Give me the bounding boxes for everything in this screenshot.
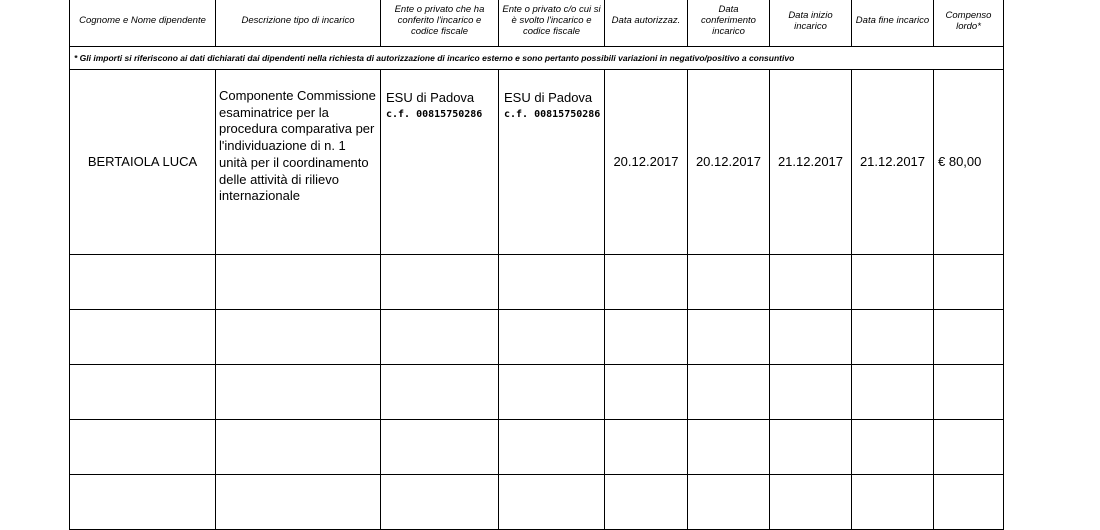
empty-cell	[499, 365, 605, 420]
empty-cell	[934, 310, 1004, 365]
empty-cell	[381, 420, 499, 475]
empty-cell	[934, 255, 1004, 310]
empty-cell	[381, 255, 499, 310]
empty-row	[70, 255, 1004, 310]
empty-cell	[605, 255, 688, 310]
empty-cell	[770, 310, 852, 365]
footnote: * Gli importi si riferiscono ai dati dichiarati dai dipendenti nella richiesta di autorizzazione di incarico esterno e sono pertanto possibili variazioni in negativo/positivo a consuntivo	[70, 47, 1004, 70]
ente-conferente-name: ESU di Padova	[386, 90, 475, 105]
empty-cell	[852, 310, 934, 365]
empty-cell	[499, 475, 605, 530]
empty-cell	[605, 420, 688, 475]
empty-cell	[770, 365, 852, 420]
empty-cell	[70, 365, 216, 420]
cell-compenso: € 80,00	[934, 70, 1004, 255]
empty-cell	[70, 420, 216, 475]
empty-cell	[934, 420, 1004, 475]
incarichi-table	[69, 0, 1004, 530]
empty-cell	[605, 475, 688, 530]
empty-cell	[499, 310, 605, 365]
header-ente-svolgimento: Ente o privato c/o cui si è svolto l'incarico e codice fiscale	[499, 0, 605, 47]
cell-ente-conferente	[381, 70, 499, 255]
empty-cell	[216, 475, 381, 530]
empty-cell	[852, 255, 934, 310]
cell-ente-svolgimento	[499, 70, 605, 255]
header-descrizione: Descrizione tipo di incarico	[216, 0, 381, 47]
empty-row	[70, 475, 1004, 530]
empty-cell	[70, 310, 216, 365]
cell-name: BERTAIOLA LUCA	[70, 70, 216, 255]
empty-cell	[216, 255, 381, 310]
cell-data-conferimento: 20.12.2017	[688, 70, 770, 255]
empty-cell	[216, 420, 381, 475]
ente-svolgimento-cf: c.f. 00815750286	[504, 109, 601, 120]
empty-cell	[852, 475, 934, 530]
header-row	[70, 0, 1004, 47]
empty-cell	[381, 475, 499, 530]
header-data-fine: Data fine incarico	[852, 0, 934, 47]
empty-cell	[852, 420, 934, 475]
empty-row	[70, 420, 1004, 475]
empty-cell	[688, 475, 770, 530]
empty-cell	[934, 475, 1004, 530]
header-data-inizio: Data inizio incarico	[770, 0, 852, 47]
empty-cell	[688, 310, 770, 365]
empty-cell	[499, 255, 605, 310]
cell-data-fine: 21.12.2017	[852, 70, 934, 255]
ente-svolgimento-name: ESU di Padova	[504, 90, 593, 105]
empty-cell	[770, 420, 852, 475]
empty-cell	[934, 365, 1004, 420]
empty-cell	[852, 365, 934, 420]
empty-cell	[216, 310, 381, 365]
empty-cell	[688, 255, 770, 310]
empty-cell	[688, 420, 770, 475]
empty-cell	[605, 310, 688, 365]
empty-cell	[70, 255, 216, 310]
empty-cell	[770, 475, 852, 530]
cell-data-inizio: 21.12.2017	[770, 70, 852, 255]
table-row	[70, 70, 1004, 255]
empty-cell	[605, 365, 688, 420]
empty-row	[70, 310, 1004, 365]
empty-cell	[381, 310, 499, 365]
empty-cell	[70, 475, 216, 530]
empty-cell	[688, 365, 770, 420]
ente-conferente-cf: c.f. 00815750286	[386, 109, 483, 120]
empty-cell	[770, 255, 852, 310]
header-data-conferimento: Data conferimento incarico	[688, 0, 770, 47]
header-ente-conferente: Ente o privato che ha conferito l'incarico e codice fiscale	[381, 0, 499, 47]
note-row	[70, 47, 1004, 70]
cell-description: Componente Commissione esaminatrice per la procedura comparativa per l'individuazione di n. 1 unità per il coordinamento delle attività di rilievo internazionale	[216, 70, 381, 255]
empty-cell	[381, 365, 499, 420]
empty-row	[70, 365, 1004, 420]
header-cognome-nome: Cognome e Nome dipendente	[70, 0, 216, 47]
cell-data-autorizzazione: 20.12.2017	[605, 70, 688, 255]
header-compenso: Compenso lordo*	[934, 0, 1004, 47]
header-data-autorizzazione: Data autorizzaz.	[605, 0, 688, 47]
empty-cell	[499, 420, 605, 475]
empty-cell	[216, 365, 381, 420]
